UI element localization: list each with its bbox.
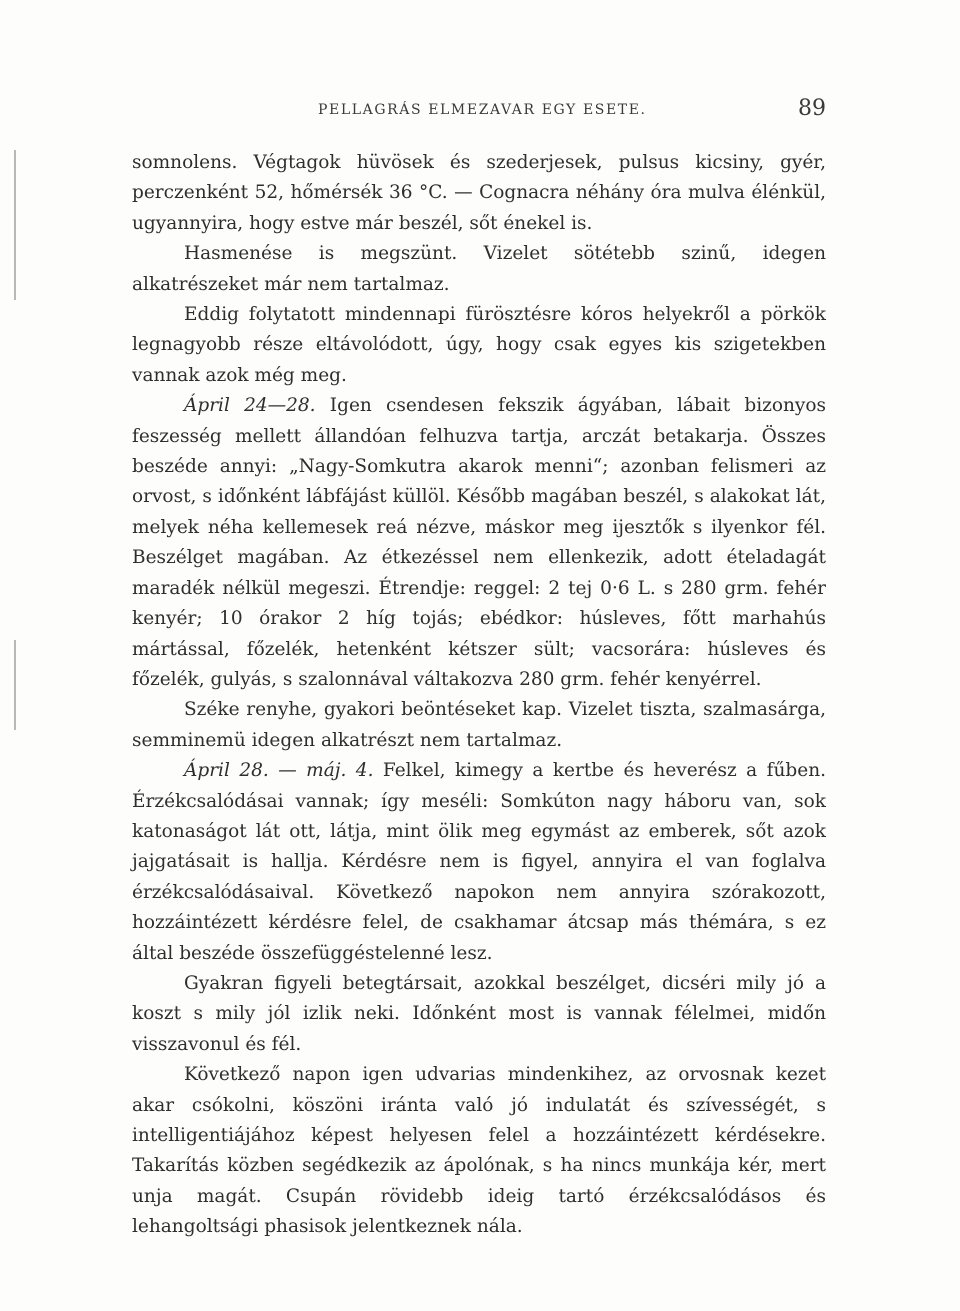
running-title: PELLAGRÁS ELMEZAVAR EGY ESETE. [318, 102, 647, 118]
paragraph-text: Eddig folytatott mindennapi fürösztésre kóros helyekről a pörkök legnagyobb része eltávolódott, úgy, hogy csak egyes kis szigetekben vannak azok még meg. [132, 304, 826, 386]
paragraph [132, 300, 826, 391]
paragraph [132, 969, 826, 1060]
paragraph [132, 695, 826, 756]
paragraph-text: Hasmenése is megszünt. Vizelet sötétebb szinű, idegen alkatrészeket már nem tartalmaz. [132, 243, 826, 295]
scan-edge-mark [14, 150, 16, 300]
paragraph [132, 1060, 826, 1242]
paragraph-text: Következő napon igen udvarias mindenkihez, az orvosnak kezet akar csókolni, köszöni iránta való jó indulatát és szívességét, s intelligentiájához képest helyesen felel a hozzáintézett kérdésekre. Takarítás közben segédkezik az ápolónak, s ha nincs munkája kér, mert unja magát. Csupán rövidebb ideig tartó érzékcsalódásos és lehangoltsági phasisok jelentkeznek nála. [132, 1064, 826, 1238]
page-number: 89 [798, 96, 826, 121]
paragraph-text: Igen csendesen fekszik ágyában, lábait bizonyos feszesség mellett állandóan felhuzva tartja, arczát betakarja. Összes beszéde annyi: „Nagy-Somkutra akarok menni“; azonban felismeri az orvost, s időnként lábfájást küllöl. Később magában beszél, s alakokat lát, melyek néha kellemesek reá nézve, máskor meg ijesztők s ilyenkor fél. Beszélget magában. Az étkezéssel nem ellenkezik, adott ételadagát maradék nélkül megeszi. Étrendje: reggel: 2 tej 0·6 L. s 280 grm. fehér kenyér; 10 órakor 2 híg tojás; ebédkor: húsleves, főtt marhahús mártással, főzelék, hetenként kétszer sült; vacsorára: húsleves és főzelék, gulyás, s szalonnával váltakozva 280 grm. fehér kenyérrel. [132, 395, 826, 690]
scan-edge-mark [14, 640, 16, 730]
paragraph-text: somnolens. Végtagok hüvösek és szederjesek, pulsus kicsiny, gyér, perczenként 52, hőmérsék 36 °C. — Cognacra néhány óra mulva élénkül, ugyannyira, hogy estve már beszél, sőt énekel is. [132, 152, 826, 234]
paragraph [132, 148, 826, 239]
paragraph-text: Felkel, kimegy a kertbe és heverész a fűben. Érzékcsalódásai vannak; így meséli: Somkúton nagy háboru van, sok katonaságot lát ott, látja, mint ölik meg egymást az emberek, sőt azok jajgatásait is hallja. Kérdésre nem is figyel, annyira el van foglalva érzékcsalódásaival. Következő napokon nem annyira szórakozott, hozzáintézett kérdésre felel, de csakhamar átcsap más thémára, s ez által beszéde összefüggéstelenné lesz. [132, 760, 826, 964]
paragraph-text: Gyakran figyeli betegtársait, azokkal beszélget, dicséri mily jó a koszt s mily jól izlik neki. Időnként most is vannak félelmei, midőn visszavonul és fél. [132, 972, 826, 1055]
paragraph [132, 239, 826, 300]
paragraph-text: Széke renyhe, gyakori beöntéseket kap. Vizelet tiszta, szalmasárga, semminemü idegen alkatrészt nem tartalmaz. [132, 699, 826, 751]
date-heading: Ápril 24—28. [184, 395, 316, 417]
date-heading: Ápril 28. — máj. 4. [184, 760, 374, 782]
body-text [132, 148, 826, 1243]
paragraph [132, 756, 826, 969]
paragraph [132, 391, 826, 695]
